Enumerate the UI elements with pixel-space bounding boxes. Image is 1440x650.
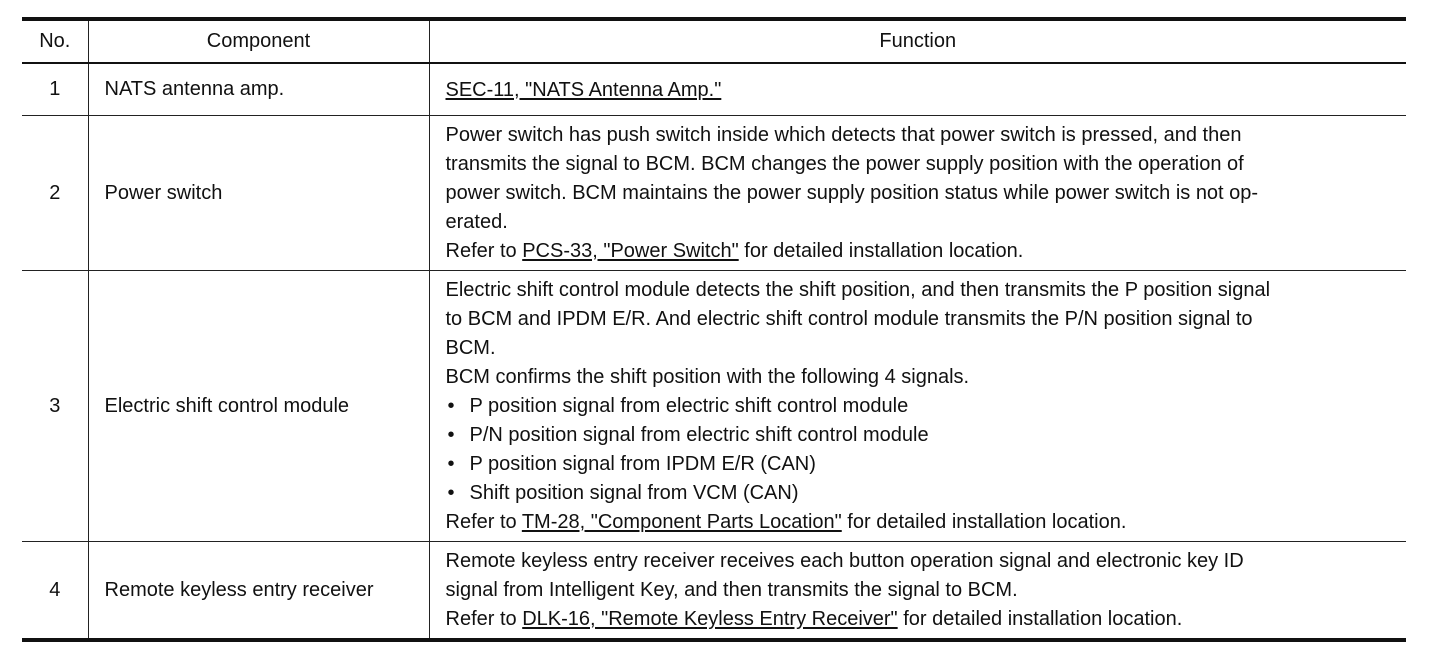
table-row bbox=[22, 271, 1406, 542]
function-line: Electric shift control module detects the shift position, and then transmits the P position signal bbox=[445, 279, 1271, 301]
ref-link-tm-28[interactable]: TM-28, "Component Parts Location" bbox=[521, 511, 842, 533]
function-cell bbox=[429, 271, 1406, 542]
component-function-table bbox=[22, 17, 1406, 642]
reference-line bbox=[446, 605, 1391, 634]
ref-prefix: Refer to bbox=[445, 240, 523, 262]
bullet-text: P position signal from electric shift control module bbox=[469, 395, 909, 417]
component-name: Remote keyless entry receiver bbox=[88, 542, 429, 641]
bullet-item bbox=[446, 450, 1391, 479]
function-line: Power switch has push switch inside which detects that power switch is pressed, and then bbox=[445, 124, 1242, 146]
component-name: Power switch bbox=[88, 116, 429, 271]
row-number: 2 bbox=[22, 116, 88, 271]
row-number: 1 bbox=[22, 63, 88, 116]
function-line: transmits the signal to BCM. BCM changes the power supply position with the operation of bbox=[445, 153, 1244, 175]
row-number: 4 bbox=[22, 542, 88, 641]
ref-prefix: Refer to bbox=[445, 511, 522, 533]
ref-suffix: for detailed installation location. bbox=[841, 511, 1127, 533]
bullet-dot: • bbox=[447, 395, 455, 417]
bullet-dot: • bbox=[447, 453, 455, 475]
ref-link-dlk-16[interactable]: DLK-16, "Remote Keyless Entry Receiver" bbox=[522, 608, 898, 630]
function-line: BCM confirms the shift position with the following 4 signals. bbox=[445, 366, 970, 388]
component-name: NATS antenna amp. bbox=[88, 63, 429, 116]
ref-link-pcs-33[interactable]: PCS-33, "Power Switch" bbox=[522, 240, 739, 262]
function-line: BCM. bbox=[445, 337, 496, 359]
bullet-item bbox=[446, 421, 1391, 450]
table-row bbox=[22, 116, 1406, 271]
header-component: Component bbox=[88, 19, 429, 63]
function-line: Remote keyless entry receiver receives each button operation signal and electronic key ID bbox=[445, 550, 1244, 572]
reference-line bbox=[446, 508, 1391, 537]
header-function: Function bbox=[429, 19, 1406, 63]
row-number: 3 bbox=[22, 271, 88, 542]
ref-suffix: for detailed installation location. bbox=[897, 608, 1183, 630]
ref-prefix: Refer to bbox=[445, 608, 523, 630]
bullet-item bbox=[446, 392, 1391, 421]
function-cell bbox=[429, 63, 1406, 116]
function-line: power switch. BCM maintains the power supply position status while power switch is not op- bbox=[445, 182, 1259, 204]
header-no: No. bbox=[22, 19, 88, 63]
component-name: Electric shift control module bbox=[88, 271, 429, 542]
bullet-dot: • bbox=[447, 482, 455, 504]
bullet-text: P position signal from IPDM E/R (CAN) bbox=[469, 453, 816, 475]
function-line: erated. bbox=[445, 211, 508, 233]
header-row bbox=[22, 19, 1406, 63]
bullet-text: P/N position signal from electric shift control module bbox=[469, 424, 929, 446]
table-row bbox=[22, 63, 1406, 116]
function-cell bbox=[429, 542, 1406, 641]
function-cell bbox=[429, 116, 1406, 271]
table-row bbox=[22, 542, 1406, 641]
function-line: to BCM and IPDM E/R. And electric shift control module transmits the P/N position signal to bbox=[445, 308, 1253, 330]
bullet-item bbox=[446, 479, 1391, 508]
bullet-text: Shift position signal from VCM (CAN) bbox=[469, 482, 799, 504]
function-line: signal from Intelligent Key, and then transmits the signal to BCM. bbox=[445, 579, 1018, 601]
reference-line bbox=[446, 237, 1391, 266]
ref-link-sec-11[interactable]: SEC-11, "NATS Antenna Amp." bbox=[445, 78, 722, 101]
ref-suffix: for detailed installation location. bbox=[738, 240, 1024, 262]
bullet-dot: • bbox=[447, 424, 455, 446]
